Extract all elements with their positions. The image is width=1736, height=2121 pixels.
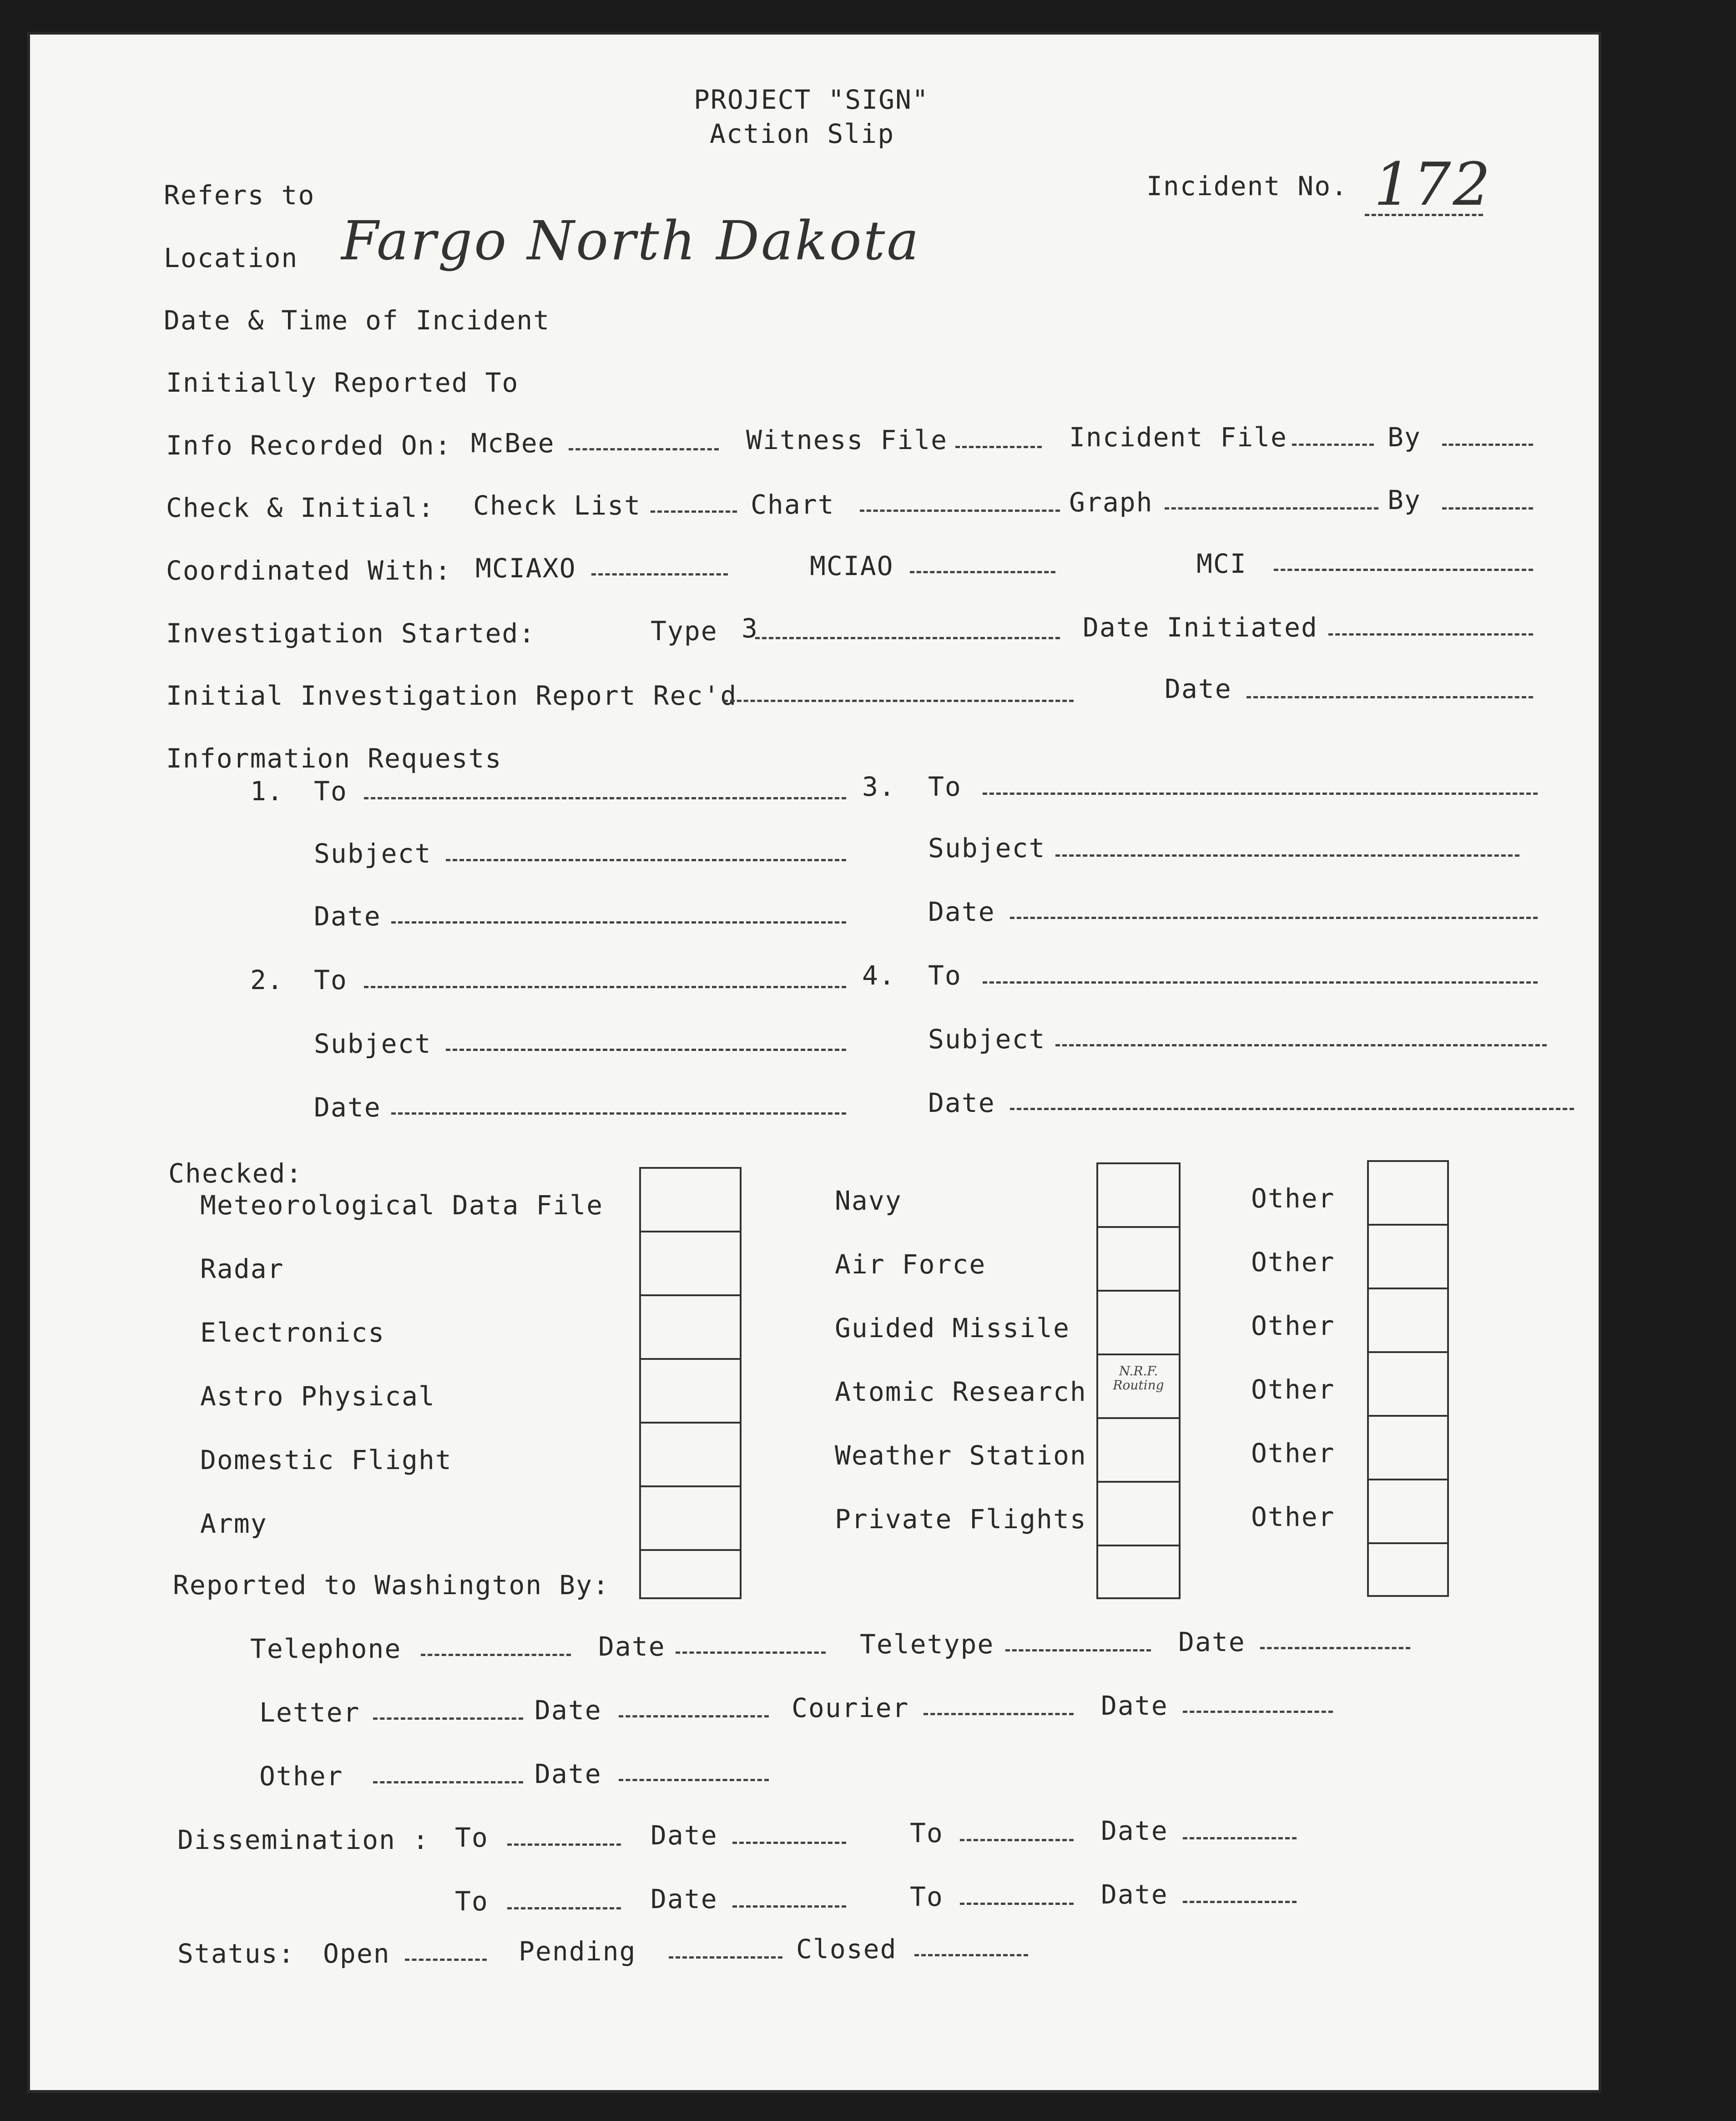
dissemination-to-1-label: To — [455, 1822, 489, 1853]
letter-date-line — [619, 1715, 769, 1717]
checkbox-blank-3[interactable] — [1369, 1544, 1447, 1594]
dissemination-date-4-line — [1183, 1901, 1297, 1903]
checked-item-other-4: Other — [1251, 1374, 1335, 1405]
request-4-to-line — [983, 981, 1538, 984]
checkbox-other-5[interactable] — [1369, 1417, 1447, 1480]
other-date-line — [619, 1779, 769, 1781]
checked-item-navy: Navy — [835, 1185, 902, 1216]
request-4-subject-line — [1055, 1044, 1547, 1046]
graph-label: Graph — [1069, 487, 1153, 518]
checkbox-blank-1[interactable] — [641, 1551, 740, 1596]
checked-item-other-3: Other — [1251, 1310, 1335, 1341]
request-1-to-line — [364, 797, 846, 799]
checkbox-guided-missile[interactable] — [1098, 1292, 1179, 1355]
type-line — [755, 637, 1060, 639]
teletype-date-line — [1260, 1647, 1410, 1649]
teletype-label: Teletype — [860, 1629, 994, 1660]
request-4-to-label: To — [928, 960, 962, 991]
chart-line — [860, 510, 1060, 512]
request-1-date-line — [391, 921, 846, 924]
date-initiated-line — [1328, 633, 1533, 636]
checkbox-electronics[interactable] — [641, 1296, 740, 1360]
action-slip-sheet — [27, 32, 1601, 2093]
incident-number-value: 172 — [1374, 150, 1493, 219]
info-requests-label: Information Requests — [166, 743, 502, 774]
dissemination-date-3-line — [732, 1905, 846, 1908]
checked-item-army: Army — [200, 1508, 267, 1539]
teletype-line — [1005, 1649, 1151, 1651]
request-4-date-label: Date — [928, 1087, 995, 1118]
checkbox-navy[interactable] — [1098, 1164, 1179, 1228]
incident-file-line — [1292, 444, 1374, 446]
request-3-number: 3. — [862, 771, 896, 802]
request-2-number: 2. — [250, 965, 284, 995]
checkbox-column-1 — [639, 1167, 742, 1599]
checkbox-other-4[interactable] — [1369, 1353, 1447, 1417]
other-line — [373, 1781, 523, 1783]
checked-item-guided-missile: Guided Missile — [835, 1313, 1070, 1343]
mcbee-line — [569, 448, 719, 450]
checkbox-meteorological[interactable] — [641, 1169, 740, 1232]
status-open-label: Open — [323, 1938, 390, 1969]
mci-label: MCI — [1196, 548, 1247, 579]
courier-label: Courier — [792, 1692, 909, 1723]
mcbee-label: McBee — [471, 428, 555, 459]
form-title: PROJECT "SIGN" — [694, 84, 929, 115]
checkbox-blank-2[interactable] — [1098, 1546, 1179, 1596]
info-recorded-label: Info Recorded On: — [166, 430, 452, 461]
checkbox-column-3 — [1367, 1160, 1449, 1597]
dissemination-date-3-label: Date — [651, 1884, 718, 1914]
dissemination-to-2-label: To — [910, 1818, 944, 1848]
letter-date-label: Date — [535, 1695, 602, 1726]
courier-date-label: Date — [1101, 1690, 1168, 1721]
other-label: Other — [259, 1761, 343, 1792]
type-value: 3 — [742, 613, 758, 644]
request-3-subject-line — [1055, 854, 1519, 857]
checked-label: Checked: — [168, 1158, 303, 1189]
checkbox-atomic-research[interactable] — [1098, 1355, 1179, 1419]
teletype-date-label: Date — [1178, 1626, 1246, 1657]
checkbox-other-6[interactable] — [1369, 1480, 1447, 1544]
location-value: Fargo North Dakota — [341, 209, 921, 272]
request-2-date-label: Date — [314, 1092, 381, 1123]
courier-line — [924, 1713, 1074, 1715]
checkbox-other-3[interactable] — [1369, 1289, 1447, 1353]
initial-report-label: Initial Investigation Report Rec'd — [166, 680, 737, 711]
checked-item-astro-physical: Astro Physical — [200, 1381, 435, 1412]
checked-item-radar: Radar — [200, 1253, 284, 1284]
courier-date-line — [1183, 1711, 1333, 1713]
request-2-subject-label: Subject — [314, 1028, 432, 1059]
request-3-date-line — [1010, 917, 1538, 919]
checkbox-domestic-flight[interactable] — [641, 1424, 740, 1487]
status-closed-label: Closed — [796, 1934, 897, 1964]
status-pending-line — [669, 1956, 782, 1959]
incident-number-line — [1365, 214, 1483, 216]
checked-item-atomic-research: Atomic Research — [835, 1376, 1087, 1407]
atomic-research-note: N.R.F. Routing — [1113, 1364, 1164, 1393]
request-2-to-line — [364, 986, 846, 988]
dissemination-date-2-label: Date — [1101, 1815, 1168, 1846]
initial-report-date-label: Date — [1165, 673, 1232, 704]
check-by-line — [1442, 507, 1533, 510]
checked-item-private-flights: Private Flights — [835, 1504, 1087, 1535]
request-2-to-label: To — [314, 965, 348, 995]
dissemination-to-3-line — [507, 1907, 621, 1909]
incident-file-label: Incident File — [1069, 422, 1287, 453]
checkbox-radar[interactable] — [641, 1232, 740, 1296]
checked-item-weather-station: Weather Station — [835, 1440, 1087, 1471]
request-1-to-label: To — [314, 776, 348, 807]
status-open-line — [405, 1959, 487, 1961]
mciao-label: MCIAO — [810, 550, 894, 581]
checkbox-other-2[interactable] — [1369, 1226, 1447, 1289]
checkbox-astro-physical[interactable] — [641, 1360, 740, 1424]
request-4-date-line — [1010, 1108, 1574, 1110]
telephone-date-label: Date — [598, 1631, 666, 1662]
mciao-line — [910, 571, 1055, 573]
request-2-date-line — [391, 1112, 846, 1115]
request-3-to-label: To — [928, 771, 962, 802]
reported-washington-label: Reported to Washington By: — [173, 1570, 610, 1601]
dissemination-date-2-line — [1183, 1837, 1297, 1839]
request-3-to-line — [983, 793, 1538, 795]
type-label: Type — [651, 616, 718, 646]
other-date-label: Date — [535, 1758, 602, 1789]
letter-label: Letter — [259, 1697, 360, 1728]
request-3-date-label: Date — [928, 896, 995, 927]
checked-item-air-force: Air Force — [835, 1249, 986, 1280]
checkbox-weather-station[interactable] — [1098, 1419, 1179, 1483]
dissemination-to-4-line — [960, 1903, 1074, 1905]
status-label: Status: — [177, 1938, 295, 1969]
request-4-subject-label: Subject — [928, 1024, 1046, 1055]
request-1-subject-label: Subject — [314, 838, 432, 869]
checklist-line — [651, 510, 737, 513]
mci-line — [1274, 569, 1533, 571]
checked-item-electronics: Electronics — [200, 1317, 385, 1348]
dissemination-label: Dissemination : — [177, 1824, 429, 1855]
date-time-label: Date & Time of Incident — [164, 305, 550, 336]
checklist-label: Check List — [473, 490, 641, 521]
request-1-number: 1. — [250, 776, 284, 807]
dissemination-date-4-label: Date — [1101, 1879, 1168, 1910]
checked-item-other-1: Other — [1251, 1183, 1335, 1214]
checked-item-other-6: Other — [1251, 1501, 1335, 1532]
request-1-subject-line — [446, 859, 846, 861]
checked-item-meteorological: Meteorological Data File — [200, 1190, 604, 1221]
telephone-date-line — [676, 1651, 826, 1654]
checkbox-army[interactable] — [641, 1487, 740, 1551]
checkbox-other-1[interactable] — [1369, 1162, 1447, 1226]
initial-report-line — [723, 700, 1074, 702]
request-2-subject-line — [446, 1049, 846, 1051]
dissemination-to-2-line — [960, 1839, 1074, 1841]
dissemination-date-1-line — [732, 1842, 846, 1844]
check-initial-label: Check & Initial: — [166, 492, 435, 523]
date-initiated-label: Date Initiated — [1083, 612, 1318, 643]
witness-file-label: Witness File — [746, 424, 948, 455]
checked-item-other-2: Other — [1251, 1247, 1335, 1278]
reported-to-label: Initially Reported To — [166, 367, 519, 398]
status-pending-label: Pending — [519, 1936, 636, 1967]
info-by-line — [1442, 444, 1533, 446]
request-4-number: 4. — [862, 960, 896, 991]
checked-item-other-5: Other — [1251, 1438, 1335, 1469]
dissemination-date-1-label: Date — [651, 1820, 718, 1851]
mciaxo-label: MCIAXO — [475, 553, 576, 584]
investigation-label: Investigation Started: — [166, 618, 536, 649]
location-label: Location — [164, 242, 298, 273]
initial-report-date-line — [1246, 696, 1533, 698]
checked-item-domestic-flight: Domestic Flight — [200, 1444, 452, 1475]
info-by-label: By — [1388, 422, 1421, 453]
request-3-subject-label: Subject — [928, 833, 1046, 864]
mciaxo-line — [591, 573, 728, 576]
incident-number-label: Incident No. — [1146, 171, 1348, 202]
checkbox-column-2 — [1096, 1162, 1181, 1599]
checkbox-air-force[interactable] — [1098, 1228, 1179, 1292]
dissemination-to-3-label: To — [455, 1886, 489, 1917]
dissemination-to-1-line — [507, 1843, 621, 1846]
chart-label: Chart — [751, 489, 835, 520]
refers-to-label: Refers to — [164, 180, 315, 211]
telephone-line — [421, 1654, 571, 1656]
witness-file-line — [955, 446, 1042, 448]
check-by-label: By — [1388, 485, 1421, 515]
dissemination-to-4-label: To — [910, 1881, 944, 1912]
coordinated-label: Coordinated With: — [166, 555, 452, 586]
letter-line — [373, 1717, 523, 1720]
checkbox-private-flights[interactable] — [1098, 1483, 1179, 1546]
form-subtitle: Action Slip — [710, 118, 895, 149]
status-closed-line — [914, 1954, 1028, 1956]
telephone-label: Telephone — [250, 1633, 402, 1664]
request-1-date-label: Date — [314, 901, 381, 932]
graph-line — [1165, 507, 1378, 510]
